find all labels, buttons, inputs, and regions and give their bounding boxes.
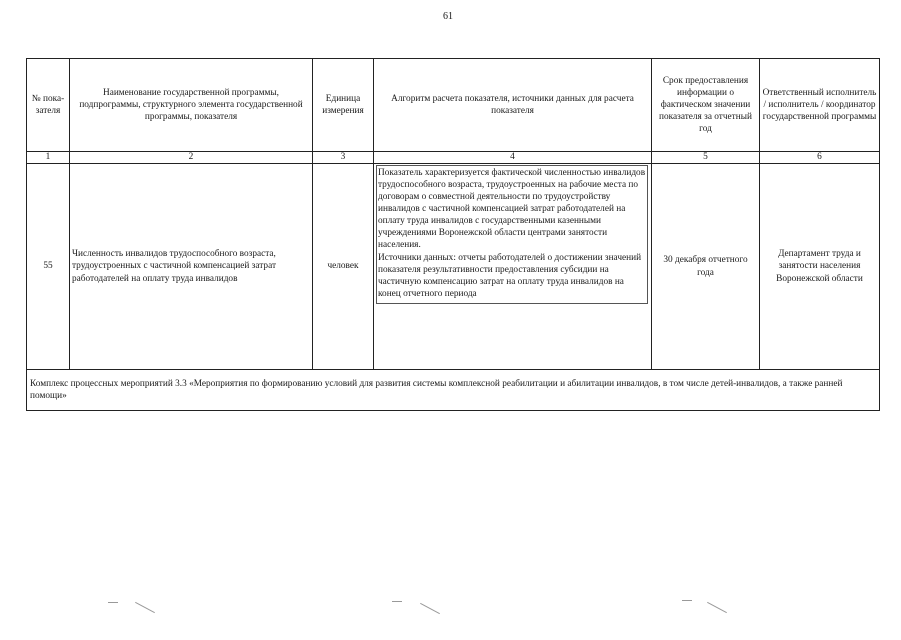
column-number: 3: [313, 152, 374, 164]
column-number: 6: [760, 152, 880, 164]
header-responsible: Ответственный исполнитель / исполнитель / координатор государственной программы: [760, 59, 880, 152]
algorithm-box: [376, 165, 648, 304]
column-number: 2: [70, 152, 313, 164]
header-unit: Единица измерения: [313, 59, 374, 152]
row-algorithm-cell: [374, 164, 652, 370]
scan-mark: [108, 602, 118, 603]
row-number: 55: [27, 164, 70, 370]
complex-measures-title: Комплекс процессных мероприятий 3.3 «Мероприятия по формированию условий для развития системы комплексной реабилитации и абилитации инвалидов, в том числе детей-инвалидов, а также ранней помощи»: [27, 370, 880, 411]
row-indicator-name: Численность инвалидов трудоспособного возраста, трудоустроенных с частичной компенсацией затрат работодателей на оплату труда инвалидов: [70, 164, 313, 370]
row-algorithm: Показатель характеризуется фактической численностью инвалидов трудоспособного возраста, трудоустроенных на рабочие места по договорам о совместной деятельности по трудоустройству инвалидов с частичной компенсацией затрат работодателей на оплату труда инвалидов с государственными казенными учреждениями Воронежской области центрами занятости населения.: [378, 168, 646, 251]
column-number-row: [27, 152, 880, 164]
column-number: 5: [652, 152, 760, 164]
scan-mark: [135, 602, 155, 613]
header-indicator-number: № пока- зателя: [27, 59, 70, 152]
row-data-sources: Источники данных: отчеты работодателей о достижении значений показателя результативности предоставления субсидии на частичную компенсацию затрат на оплату труда инвалидов на конец отчетного периода: [378, 252, 642, 299]
scan-mark: [420, 603, 440, 614]
scan-mark: [682, 600, 692, 601]
header-program-name: Наименование государственной программы, подпрограммы, структурного элемента государственной программы, показателя: [70, 59, 313, 152]
page-number: 61: [443, 11, 453, 22]
table-row: [27, 164, 880, 370]
row-responsible: Департамент труда и занятости населения Воронежской области: [760, 164, 880, 370]
column-number: 4: [374, 152, 652, 164]
complex-measures-row: [27, 370, 880, 411]
row-unit: человек: [313, 164, 374, 370]
table-header-row: [27, 59, 880, 152]
header-algorithm: Алгоритм расчета показателя, источники данных для расчета показателя: [374, 59, 652, 152]
scan-mark: [707, 602, 727, 613]
indicator-table: [26, 58, 880, 411]
row-deadline: 30 декабря отчетного года: [652, 164, 760, 370]
header-deadline: Срок предоставления информации о фактическом значении показателя за отчетный год: [652, 59, 760, 152]
column-number: 1: [27, 152, 70, 164]
scan-mark: [392, 601, 402, 602]
